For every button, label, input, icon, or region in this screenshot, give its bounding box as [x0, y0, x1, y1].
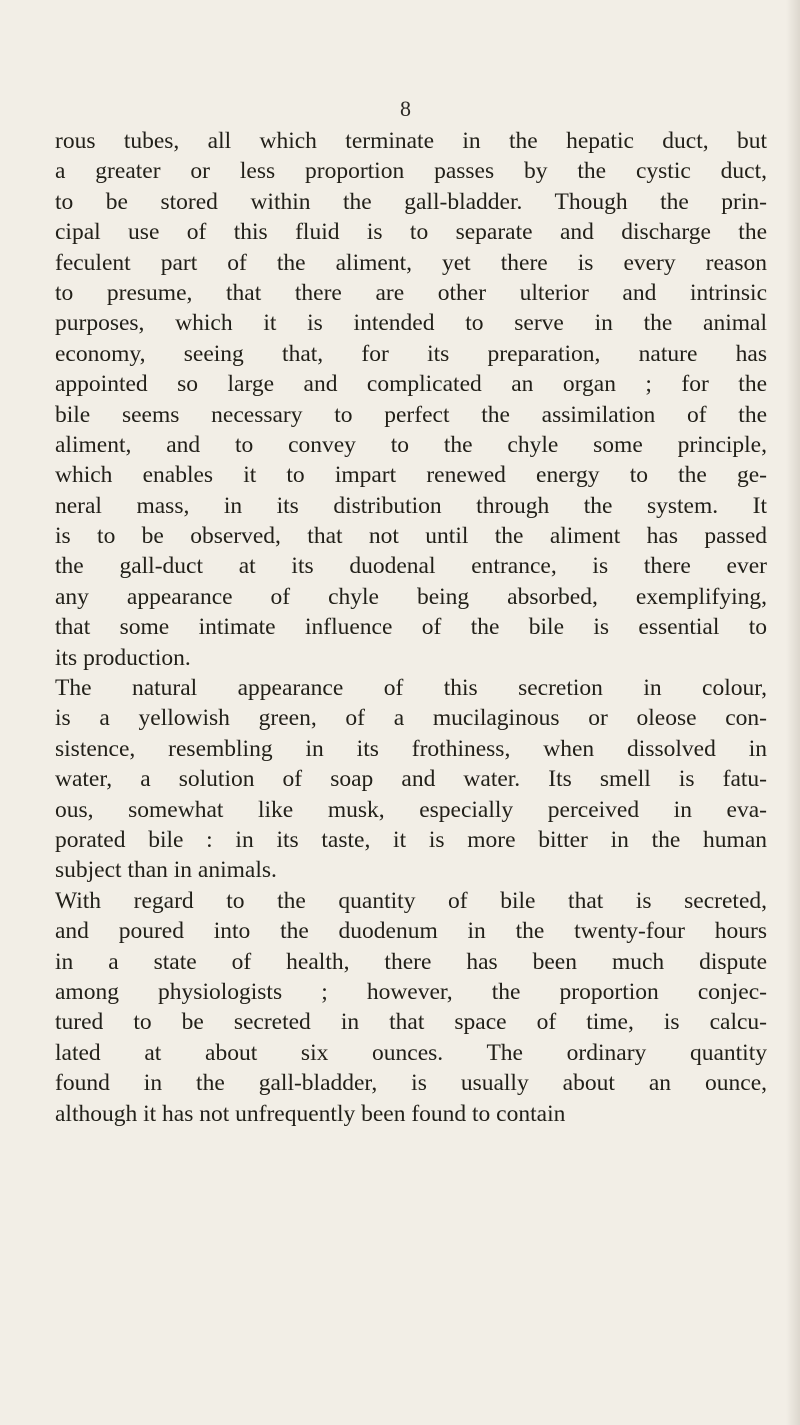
page-edge-shadow — [786, 0, 800, 1425]
text-line: and poured into the duodenum in the twenty-four hours — [55, 918, 767, 945]
text-line: among physiologists ; however, the proportion conjec- — [55, 978, 767, 1005]
text-line: lated at about six ounces. The ordinary quantity — [55, 1039, 767, 1066]
text-line: although it has not unfrequently been found to contain — [55, 1100, 566, 1127]
text-line: its production. — [55, 644, 191, 671]
text-line: economy, seeing that, for its preparation, nature has — [55, 340, 767, 367]
text-line: ous, somewhat like musk, especially perceived in eva- — [55, 796, 767, 823]
text-line: purposes, which it is intended to serve in the animal — [55, 310, 767, 337]
text-line: which enables it to impart renewed energy to the ge- — [55, 462, 767, 489]
text-line: rous tubes, all which terminate in the hepatic duct, but — [55, 128, 767, 154]
body-text — [55, 126, 767, 1129]
text-line: sistence, resembling in its frothiness, when dissolved in — [55, 735, 767, 762]
text-line: bile seems necessary to perfect the assimilation of the — [55, 401, 767, 428]
text-line: feculent part of the aliment, yet there is every reason — [55, 249, 767, 276]
text-line: is to be observed, that not until the aliment has passed — [55, 523, 767, 550]
text-line: found in the gall-bladder, is usually about an ounce, — [55, 1070, 767, 1097]
text-line: in a state of health, there has been much dispute — [55, 948, 767, 975]
text-line: is a yellowish green, of a mucilaginous or oleose con- — [55, 705, 767, 732]
text-line: any appearance of chyle being absorbed, exemplifying, — [55, 583, 767, 610]
text-line: water, a solution of soap and water. Its smell is fatu- — [55, 766, 767, 793]
text-line: tured to be secreted in that space of time, is calcu- — [55, 1009, 767, 1036]
text-line: that some intimate influence of the bile is essential to — [55, 614, 767, 641]
text-line: cipal use of this fluid is to separate and discharge the — [55, 219, 767, 246]
text-line: aliment, and to convey to the chyle some principle, — [55, 431, 767, 458]
page-number: 8 — [400, 96, 411, 121]
text-line: subject than in animals. — [55, 857, 277, 884]
text-line: neral mass, in its distribution through the system. It — [55, 492, 767, 519]
text-line: appointed so large and complicated an organ ; for the — [55, 371, 767, 398]
text-line: a greater or less proportion passes by the cystic duct, — [55, 158, 767, 185]
text-line: The natural appearance of this secretion in colour, — [55, 675, 767, 702]
text-line: to presume, that there are other ulterior and intrinsic — [55, 279, 767, 306]
text-line: the gall-duct at its duodenal entrance, is there ever — [55, 553, 767, 580]
text-line: porated bile : in its taste, it is more bitter in the human — [55, 826, 767, 853]
text-line: to be stored within the gall-bladder. Though the prin- — [55, 188, 767, 215]
text-line: With regard to the quantity of bile that is secreted, — [55, 887, 767, 914]
